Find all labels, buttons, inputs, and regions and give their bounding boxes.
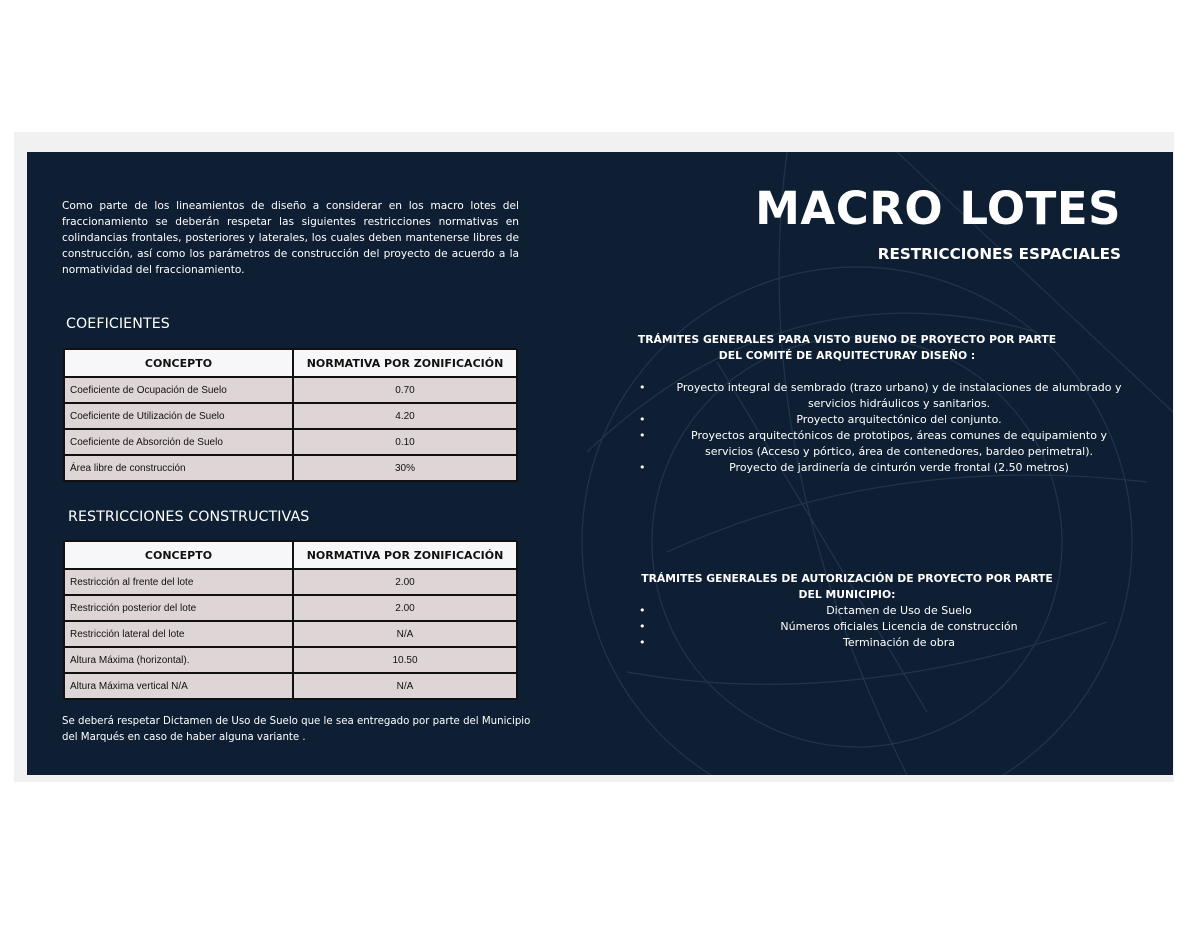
value-cell: 10.50 bbox=[293, 647, 517, 673]
table-row bbox=[64, 455, 517, 481]
bullet-icon: • bbox=[639, 636, 646, 649]
column-header-concepto: CONCEPTO bbox=[64, 349, 293, 377]
bullet-icon: • bbox=[639, 604, 646, 617]
list-item-text: Proyecto integral de sembrado (trazo urbano) y de instalaciones de alumbrado y servicios hidráulicos y sanitarios. bbox=[676, 381, 1122, 410]
slide-panel bbox=[27, 152, 1173, 775]
value-cell: 2.00 bbox=[293, 595, 517, 621]
table-header-row bbox=[64, 349, 517, 377]
concept-cell: Restricción posterior del lote bbox=[64, 595, 293, 621]
table-header-row bbox=[64, 541, 517, 569]
list-item bbox=[637, 380, 1137, 412]
concept-cell: Coeficiente de Absorción de Suelo bbox=[64, 429, 293, 455]
bullet-icon: • bbox=[639, 461, 646, 474]
table-row bbox=[64, 595, 517, 621]
bullet-icon: • bbox=[639, 381, 646, 394]
comite-list bbox=[637, 380, 1137, 476]
list-item bbox=[637, 619, 1137, 635]
table-row bbox=[64, 377, 517, 403]
list-item bbox=[637, 635, 1137, 651]
footnote: Se deberá respetar Dictamen de Uso de Suelo que le sea entregado por parte del Municipio del Marqués en caso de haber alguna variante . bbox=[62, 716, 531, 743]
list-item-text: Proyecto arquitectónico del conjunto. bbox=[796, 413, 1002, 426]
column-header-concepto: CONCEPTO bbox=[64, 541, 293, 569]
restricciones-title: RESTRICCIONES CONSTRUCTIVAS bbox=[68, 509, 310, 525]
bullet-icon: • bbox=[639, 620, 646, 633]
concept-cell: Coeficiente de Ocupación de Suelo bbox=[64, 377, 293, 403]
value-cell: N/A bbox=[293, 673, 517, 699]
municipio-list bbox=[637, 603, 1137, 651]
table-row bbox=[64, 621, 517, 647]
bullet-icon: • bbox=[639, 429, 646, 442]
restricciones-table bbox=[63, 540, 518, 700]
concept-cell: Coeficiente de Utilización de Suelo bbox=[64, 403, 293, 429]
concept-cell: Altura Máxima (horizontal). bbox=[64, 647, 293, 673]
page-subtitle: RESTRICCIONES ESPACIALES bbox=[877, 245, 1121, 263]
table-row bbox=[64, 403, 517, 429]
value-cell: 30% bbox=[293, 455, 517, 481]
comite-heading: TRÁMITES GENERALES PARA VISTO BUENO DE PROYECTO POR PARTE DEL COMITÉ DE ARQUITECTURAY DISEÑO : bbox=[637, 333, 1057, 362]
list-item-text: Proyectos arquitectónicos de prototipos, áreas comunes de equipamiento y servicios (Acceso y pórtico, área de contenedores, bardeo perimetral). bbox=[691, 429, 1107, 458]
intro-paragraph: Como parte de los lineamientos de diseño a considerar en los macro lotes del fraccionamiento se deberán respetar las siguientes restricciones normativas en colindancias frontales, posteriores y laterales, los cuales deben mantenerse libres de construcción, así como los parámetros de construcción del proyecto de acuerdo a la normatividad del fraccionamiento. bbox=[62, 200, 519, 277]
value-cell: 0.10 bbox=[293, 429, 517, 455]
municipio-heading: TRÁMITES GENERALES DE AUTORIZACIÓN DE PROYECTO POR PARTE DEL MUNICIPIO: bbox=[641, 572, 1053, 601]
table-row bbox=[64, 569, 517, 595]
list-item bbox=[637, 603, 1137, 619]
value-cell: N/A bbox=[293, 621, 517, 647]
list-item-text: Terminación de obra bbox=[843, 636, 955, 649]
table-row bbox=[64, 647, 517, 673]
list-item-text: Números oficiales Licencia de construcción bbox=[780, 620, 1018, 633]
bullet-icon: • bbox=[639, 413, 646, 426]
page-title: MACRO LOTES bbox=[755, 182, 1121, 235]
list-item bbox=[637, 460, 1137, 476]
value-cell: 0.70 bbox=[293, 377, 517, 403]
table-row bbox=[64, 429, 517, 455]
list-item-text: Dictamen de Uso de Suelo bbox=[826, 604, 972, 617]
concept-cell: Restricción lateral del lote bbox=[64, 621, 293, 647]
concept-cell: Altura Máxima vertical N/A bbox=[64, 673, 293, 699]
concept-cell: Área libre de construcción bbox=[64, 455, 293, 481]
list-item bbox=[637, 412, 1137, 428]
concept-cell: Restricción al frente del lote bbox=[64, 569, 293, 595]
value-cell: 2.00 bbox=[293, 569, 517, 595]
coeficientes-title: COEFICIENTES bbox=[66, 316, 170, 332]
column-header-normativa: NORMATIVA POR ZONIFICACIÓN bbox=[293, 349, 517, 377]
column-header-normativa: NORMATIVA POR ZONIFICACIÓN bbox=[293, 541, 517, 569]
coeficientes-table bbox=[63, 348, 518, 482]
list-item-text: Proyecto de jardinería de cinturón verde frontal (2.50 metros) bbox=[729, 461, 1069, 474]
list-item bbox=[637, 428, 1137, 460]
value-cell: 4.20 bbox=[293, 403, 517, 429]
table-row bbox=[64, 673, 517, 699]
